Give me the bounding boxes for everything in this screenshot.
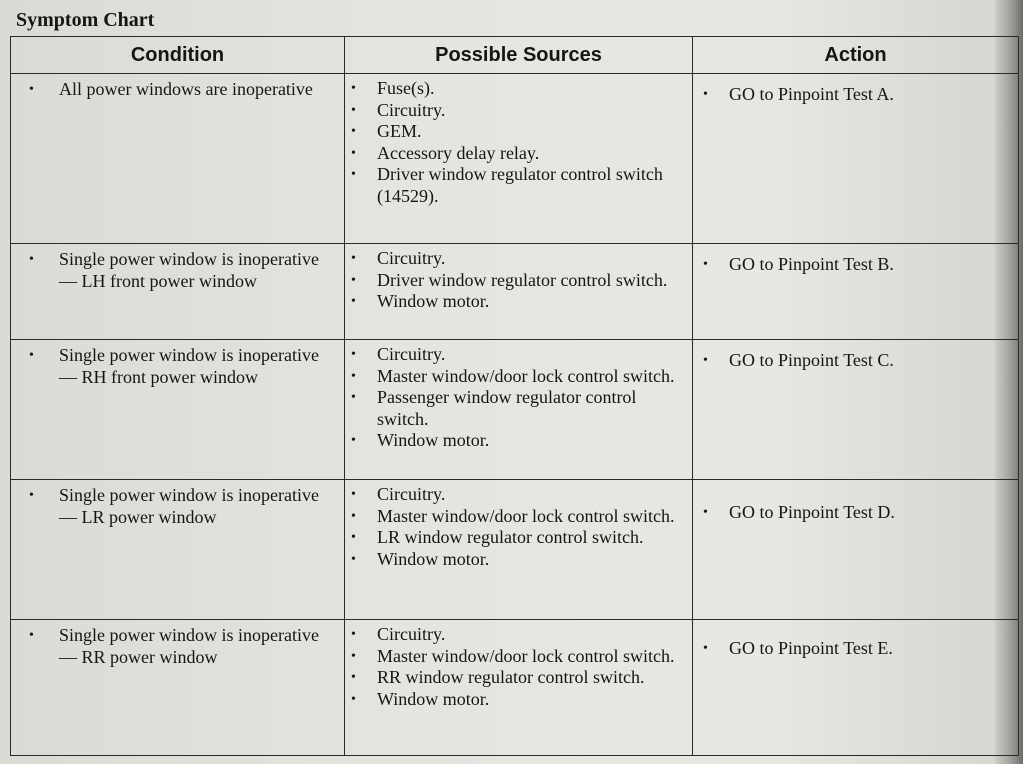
action-cell	[693, 244, 1019, 340]
action-cell	[693, 480, 1019, 620]
condition-text: • Single power window is inoperative — LH front power window	[29, 249, 340, 292]
sources-cell	[345, 340, 693, 480]
source-item: • Master window/door lock control switch.	[351, 506, 688, 528]
source-item: • Window motor.	[351, 291, 688, 313]
condition-cell	[11, 620, 345, 756]
source-item: • Window motor.	[351, 549, 688, 571]
condition-header: Condition	[11, 37, 345, 74]
source-item: • Master window/door lock control switch.	[351, 646, 688, 668]
condition-cell	[11, 244, 345, 340]
source-item: • Circuitry.	[351, 484, 688, 506]
source-item: • Passenger window regulator control switch.	[351, 387, 688, 430]
action-text: • GO to Pinpoint Test B.	[703, 254, 1014, 276]
source-item: • LR window regulator control switch.	[351, 527, 688, 549]
sources-cell	[345, 74, 693, 244]
condition-text: • Single power window is inoperative — LR power window	[29, 485, 340, 528]
symptom-chart-table	[10, 36, 1019, 756]
condition-text: • All power windows are inoperative	[29, 79, 340, 101]
condition-text: • Single power window is inoperative — RR power window	[29, 625, 340, 668]
action-cell	[693, 620, 1019, 756]
condition-text: • Single power window is inoperative — RH front power window	[29, 345, 340, 388]
action-header: Action	[693, 37, 1019, 74]
table-row	[11, 244, 1019, 340]
action-text: • GO to Pinpoint Test E.	[703, 638, 1014, 660]
source-item: • Driver window regulator control switch.	[351, 270, 688, 292]
condition-cell	[11, 340, 345, 480]
source-item: • RR window regulator control switch.	[351, 667, 688, 689]
page-title: Symptom Chart	[16, 9, 155, 31]
source-item: • Fuse(s).	[351, 78, 688, 100]
action-text: • GO to Pinpoint Test D.	[703, 502, 1014, 524]
sources-header: Possible Sources	[345, 37, 693, 74]
source-item: • Window motor.	[351, 430, 688, 452]
sources-cell	[345, 244, 693, 340]
source-item: • Window motor.	[351, 689, 688, 711]
source-item: • Driver window regulator control switch (14529).	[351, 164, 688, 207]
sources-cell	[345, 480, 693, 620]
action-text: • GO to Pinpoint Test A.	[703, 84, 1014, 106]
table-row	[11, 620, 1019, 756]
source-item: • Circuitry.	[351, 100, 688, 122]
sources-cell	[345, 620, 693, 756]
header-row	[11, 37, 1019, 74]
action-cell	[693, 74, 1019, 244]
source-item: • Circuitry.	[351, 248, 688, 270]
source-item: • GEM.	[351, 121, 688, 143]
table-row	[11, 340, 1019, 480]
action-text: • GO to Pinpoint Test C.	[703, 350, 1014, 372]
condition-cell	[11, 480, 345, 620]
table-row	[11, 480, 1019, 620]
source-item: • Circuitry.	[351, 624, 688, 646]
source-item: • Circuitry.	[351, 344, 688, 366]
condition-cell	[11, 74, 345, 244]
table-row	[11, 74, 1019, 244]
source-item: • Master window/door lock control switch.	[351, 366, 688, 388]
source-item: • Accessory delay relay.	[351, 143, 688, 165]
action-cell	[693, 340, 1019, 480]
